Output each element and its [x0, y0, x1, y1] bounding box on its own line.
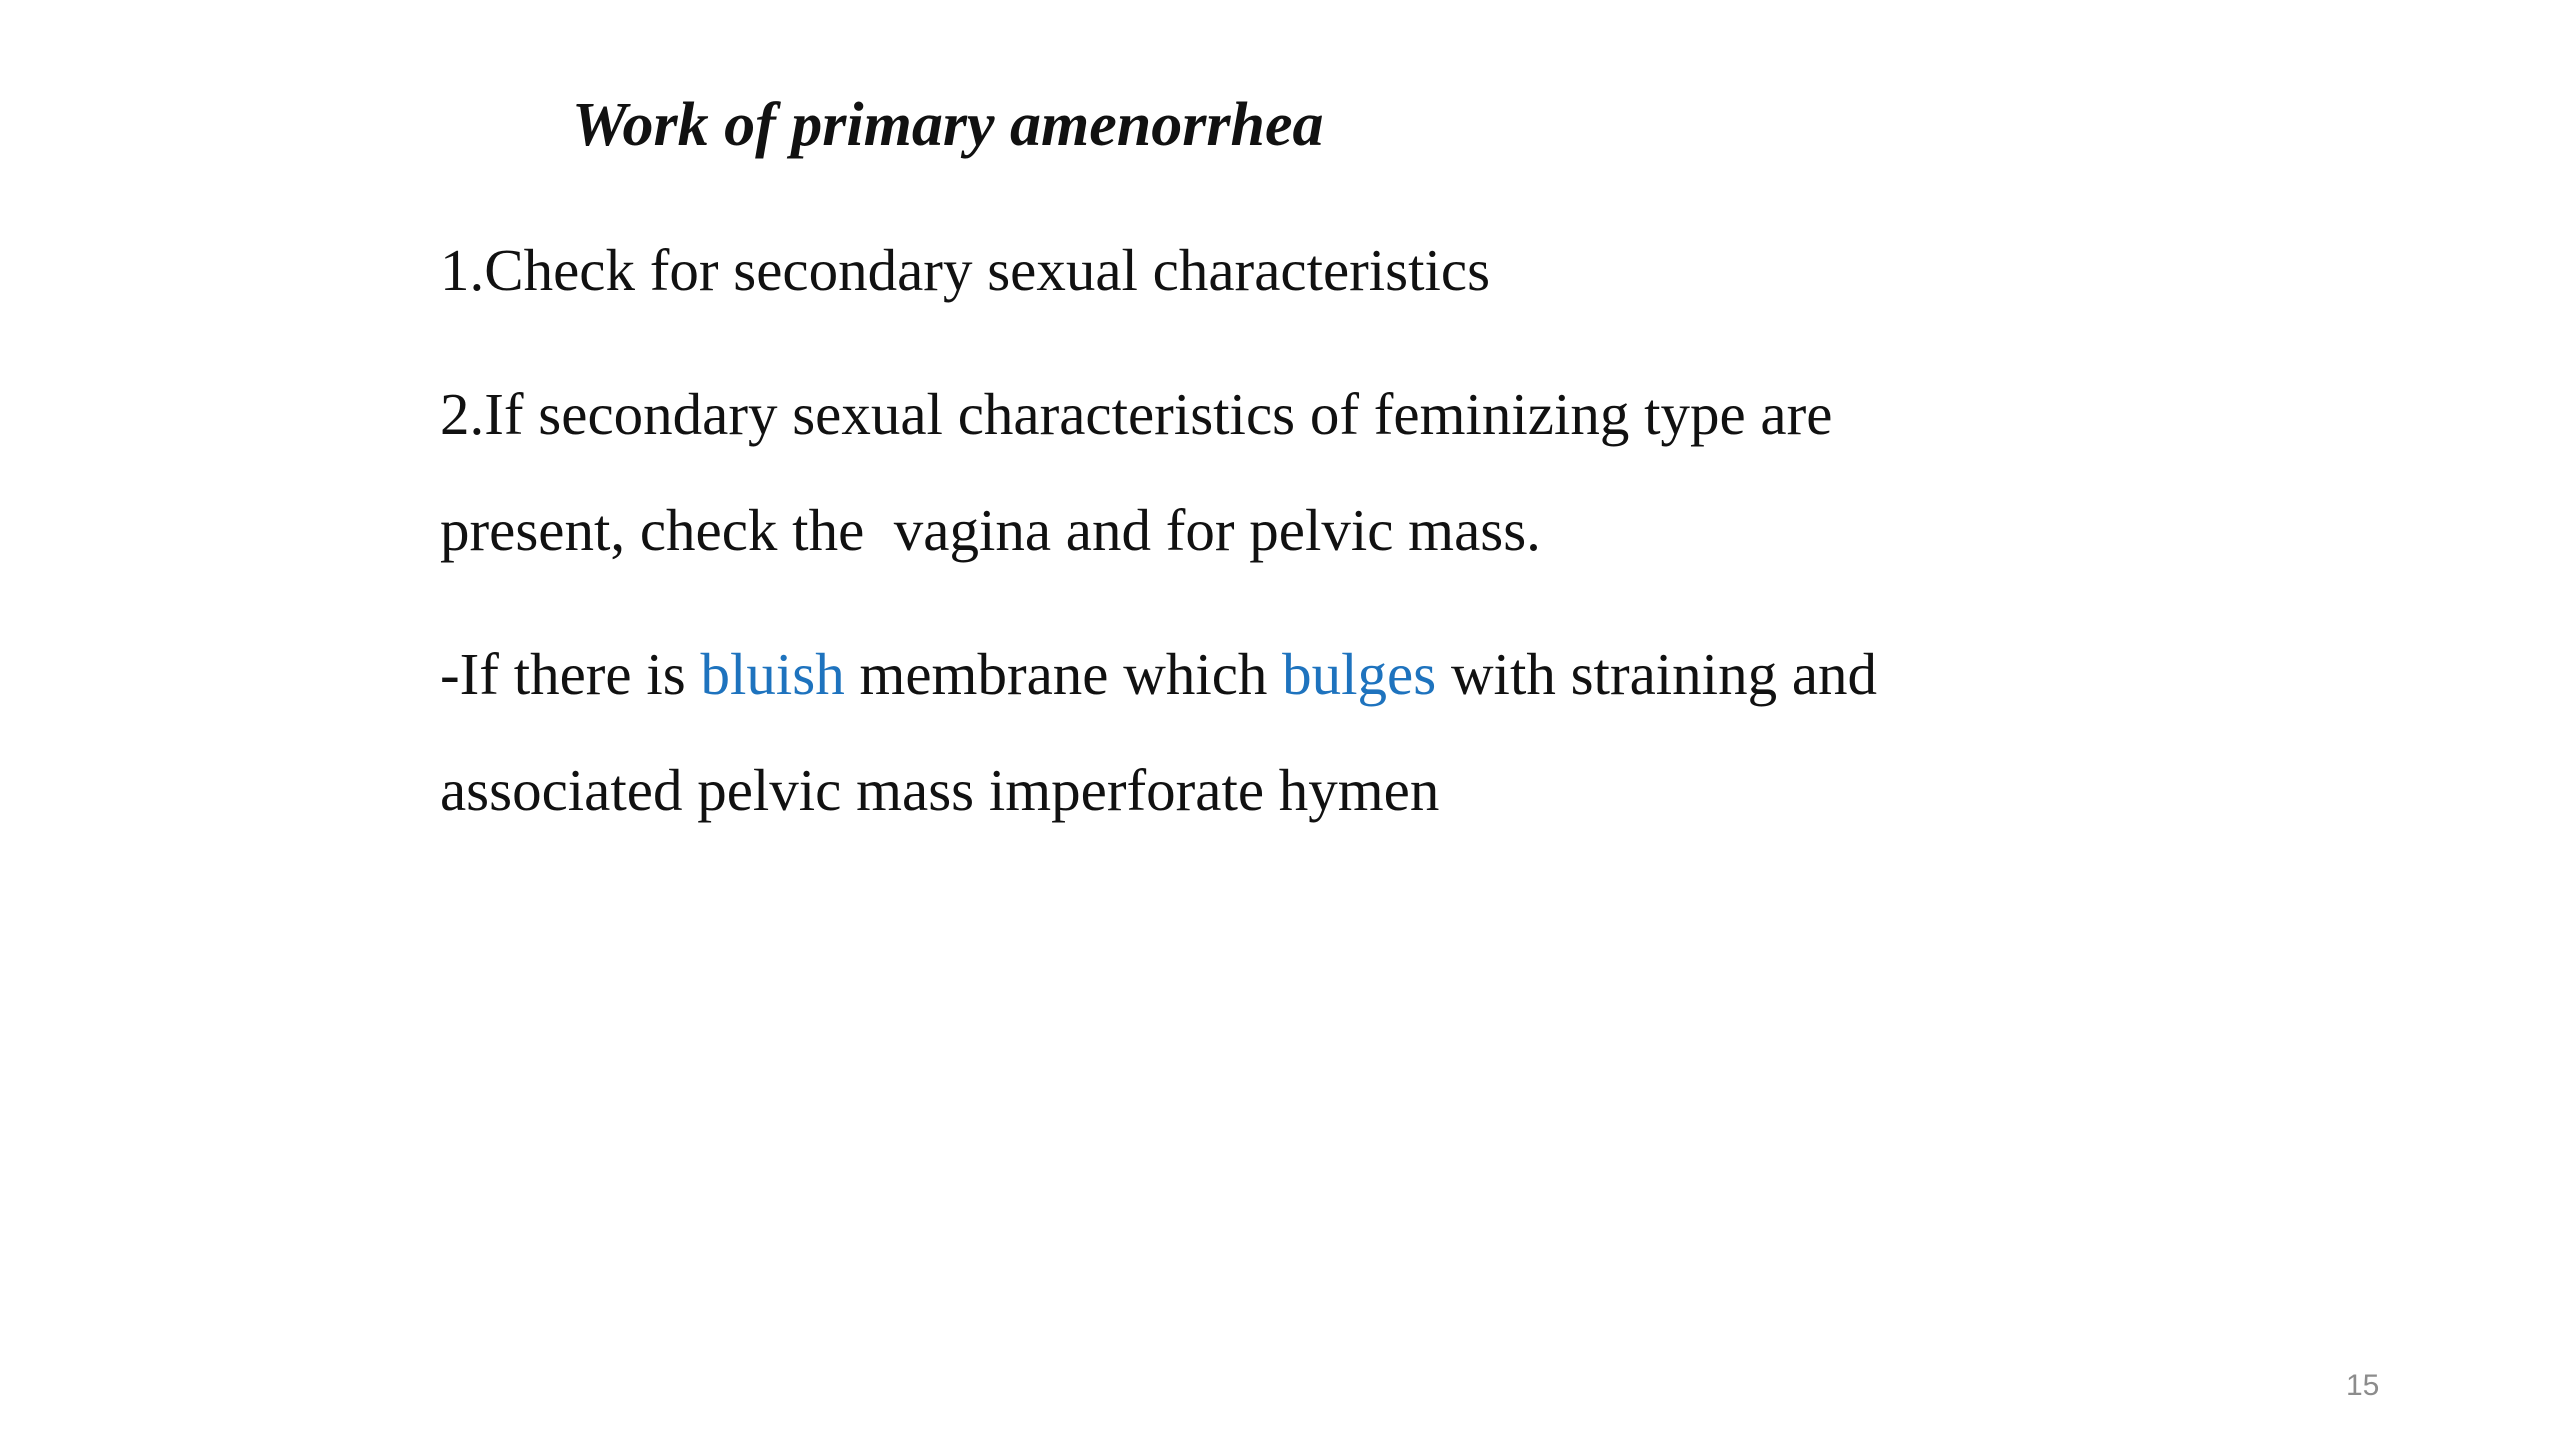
slide-title: Work of primary amenorrhea — [572, 91, 1324, 159]
point-1: 1.Check for secondary sexual characteristics — [440, 237, 1491, 303]
point-2-line-1: 2.If secondary sexual characteristics of feminizing type are — [440, 381, 1833, 447]
page-number: 15 — [2346, 1369, 2380, 1402]
point-3-text-a: -If there is — [440, 641, 701, 707]
point-3-line-2: associated pelvic mass imperforate hymen — [440, 757, 1440, 823]
point-3-text-b: membrane which — [844, 641, 1283, 707]
highlight-bluish: bluish — [700, 641, 845, 707]
point-3-text-c: with straining and — [1436, 641, 1878, 707]
point-2-line-2: present, check the vagina and for pelvic mass. — [440, 497, 1541, 563]
highlight-bulges: bulges — [1282, 641, 1437, 707]
point-3-line-1 — [440, 634, 1877, 714]
